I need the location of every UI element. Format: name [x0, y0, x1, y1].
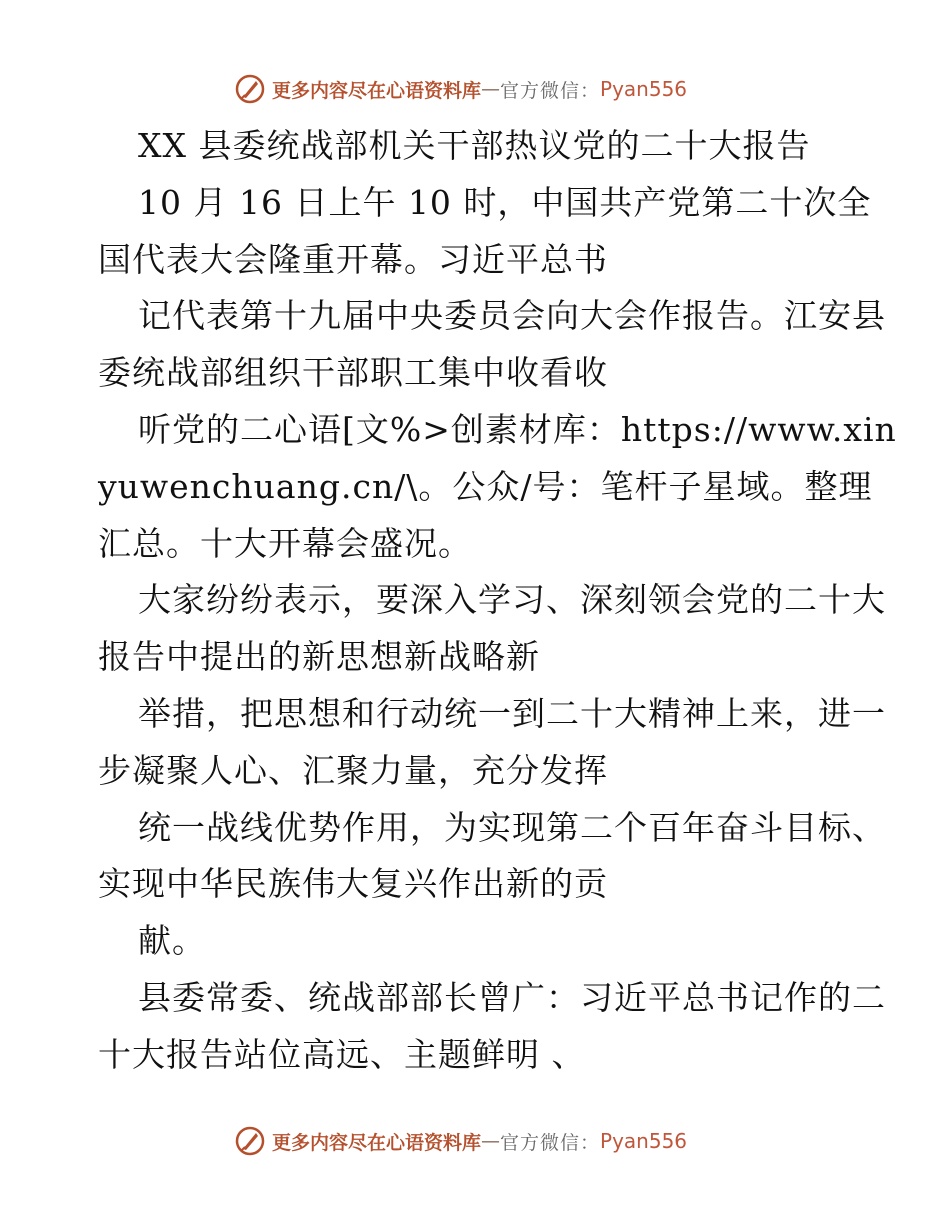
paragraph-3: 听党的二心语[文%>创素材库：https://www.xinyuwenchuang.cn/\。公众/号：笔杆子星域。整理汇总。十大开幕会盛况。	[98, 409, 897, 563]
paragraph-4: 大家纷纷表示，要深入学习、深刻领会党的二十大报告中提出的新思想新战略新	[98, 580, 886, 677]
paragraph-8: 县委常委、统战部部长曾广：习近平总书记作的二十大报告站位高远、主题鲜明 、	[98, 977, 886, 1074]
header-banner	[234, 72, 687, 106]
paragraph-5: 举措，把思想和行动统一到二十大精神上来，进一步凝聚人心、汇聚力量，充分发挥	[98, 693, 886, 790]
paragraph-7: 献。	[138, 921, 206, 961]
banner-wechat-id: Pyan556	[600, 1129, 688, 1153]
banner-lead: 更多内容尽在心语资料库	[272, 1131, 482, 1154]
banner-label: 官方微信：	[500, 79, 601, 102]
banner-separator: —	[481, 78, 501, 100]
footer-banner	[234, 1124, 687, 1158]
banner-lead: 更多内容尽在心语资料库	[272, 79, 482, 102]
document-title: XX 县委统战部机关干部热议党的二十大报告	[138, 126, 811, 165]
banner-separator: —	[481, 1130, 501, 1152]
paragraph-6: 统一战线优势作用，为实现第二个百年奋斗目标、实现中华民族伟大复兴作出新的贡	[98, 807, 886, 904]
paragraph-1: 10 月 16 日上午 10 时，中国共产党第二十次全国代表大会隆重开幕。习近平总书	[98, 182, 872, 279]
document-body	[98, 118, 898, 1084]
paragraph-2: 记代表第十九届中央委员会向大会作报告。江安县委统战部组织干部职工集中收看收	[98, 296, 886, 393]
banner-wechat-id: Pyan556	[600, 77, 688, 101]
quill-logo-icon	[234, 73, 266, 105]
banner-label: 官方微信：	[500, 1131, 601, 1154]
quill-logo-icon	[234, 1125, 266, 1157]
